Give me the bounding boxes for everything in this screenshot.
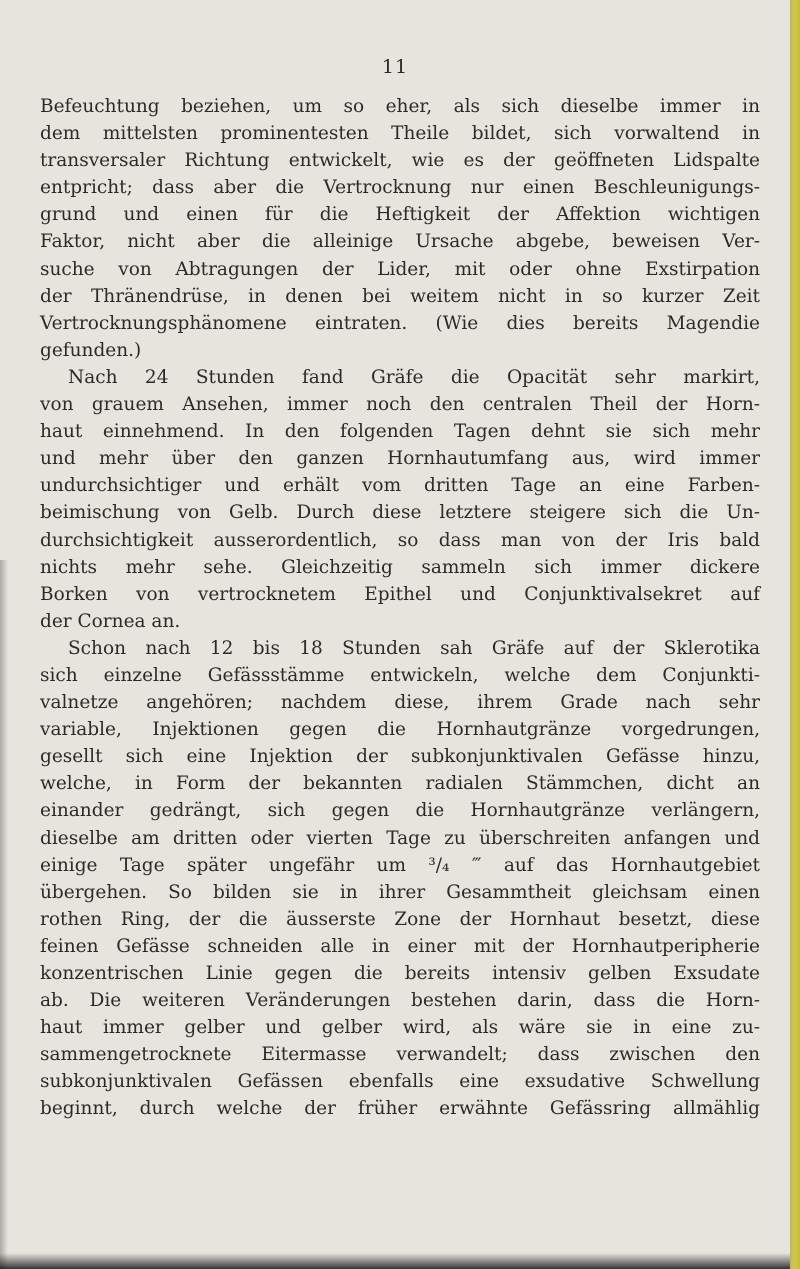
text-line: der Thränendrüse, in denen bei weitem nicht in so kurzer Zeit (40, 285, 760, 307)
binding-shadow (0, 560, 8, 1269)
text-line: dieselbe am dritten oder vierten Tage zu überschreiten anfangen und (40, 827, 760, 849)
text-line: undurchsichtiger und erhält vom dritten Tage an eine Farben- (40, 475, 760, 497)
page-number: 11 (381, 56, 409, 78)
text-line: Schon nach 12 bis 18 Stunden sah Gräfe auf der Sklerotika (68, 637, 760, 659)
text-line: suche von Abtragungen der Lider, mit oder ohne Exstirpation (40, 258, 760, 280)
text-line: ab. Die weiteren Veränderungen bestehen darin, dass die Horn- (40, 990, 760, 1012)
text-line: beginnt, durch welche der früher erwähnte Gefässring allmählig (40, 1098, 760, 1120)
text-line: konzentrischen Linie gegen die bereits intensiv gelben Exsudate (40, 963, 760, 984)
text-line: welche, in Form der bekannten radialen Stämmchen, dicht an (40, 773, 760, 795)
body-text (40, 93, 760, 1123)
text-line: dem mittelsten prominentesten Theile bildet, sich vorwaltend in (40, 123, 760, 145)
text-line: sich einzelne Gefässstämme entwickeln, welche dem Conjunkti- (40, 664, 760, 686)
text-line: Nach 24 Stunden fand Gräfe die Opacität sehr markirt, (68, 366, 760, 388)
text-line: nichts mehr sehe. Gleichzeitig sammeln sich immer dickere (40, 556, 760, 578)
text-line: grund und einen für die Heftigkeit der Affektion wichtigen (40, 204, 760, 226)
text-line: einige Tage später ungefähr um ³/₄ ‴ auf das Hornhautgebiet (40, 854, 760, 876)
text-line: von grauem Ansehen, immer noch den centralen Theil der Horn- (40, 394, 760, 416)
text-line: sammengetrocknete Eitermasse verwandelt; dass zwischen den (40, 1044, 760, 1066)
text-line: variable, Injektionen gegen die Hornhautgränze vorgedrungen, (40, 719, 760, 741)
scan-edge (790, 0, 800, 1269)
text-line: transversaler Richtung entwickelt, wie es der geöffneten Lidspalte (40, 150, 760, 172)
text-line: Borken von vertrocknetem Epithel und Conjunktivalsekret auf (40, 583, 760, 605)
text-line: Faktor, nicht aber die alleinige Ursache abgebe, beweisen Ver- (40, 231, 760, 253)
text-line: haut einnehmend. In den folgenden Tagen dehnt sie sich mehr (40, 421, 760, 443)
text-line: der Cornea an. (40, 610, 181, 632)
text-line: durchsichtigkeit ausserordentlich, so dass man von der Iris bald (40, 529, 760, 551)
text-line: einander gedrängt, sich gegen die Hornhautgränze verlängern, (40, 800, 760, 822)
text-line: gefunden.) (40, 339, 142, 361)
text-line: valnetze angehören; nachdem diese, ihrem Grade nach sehr (40, 692, 760, 714)
text-line: entpricht; dass aber die Vertrocknung nur einen Beschleunigungs- (40, 177, 760, 199)
text-line: Befeuchtung beziehen, um so eher, als sich dieselbe immer in (40, 96, 760, 117)
text-line: und mehr über den ganzen Hornhautumfang aus, wird immer (40, 448, 760, 470)
text-line: subkonjunktivalen Gefässen ebenfalls eine exsudative Schwellung (40, 1071, 760, 1093)
page-bottom-edge (0, 1253, 790, 1269)
text-line: gesellt sich eine Injektion der subkonjunktivalen Gefässe hinzu, (40, 746, 760, 768)
text-line: beimischung von Gelb. Durch diese letztere steigere sich die Un- (40, 502, 760, 524)
text-line: Vertrocknungsphänomene eintraten. (Wie dies bereits Magendie (40, 312, 760, 334)
text-line: übergehen. So bilden sie in ihrer Gesammtheit gleichsam einen (40, 881, 760, 903)
text-line: feinen Gefässe schneiden alle in einer mit der Hornhautperipherie (40, 935, 760, 957)
text-line: haut immer gelber und gelber wird, als wäre sie in eine zu- (40, 1017, 760, 1039)
text-line: rothen Ring, der die äusserste Zone der Hornhaut besetzt, diese (40, 908, 760, 930)
